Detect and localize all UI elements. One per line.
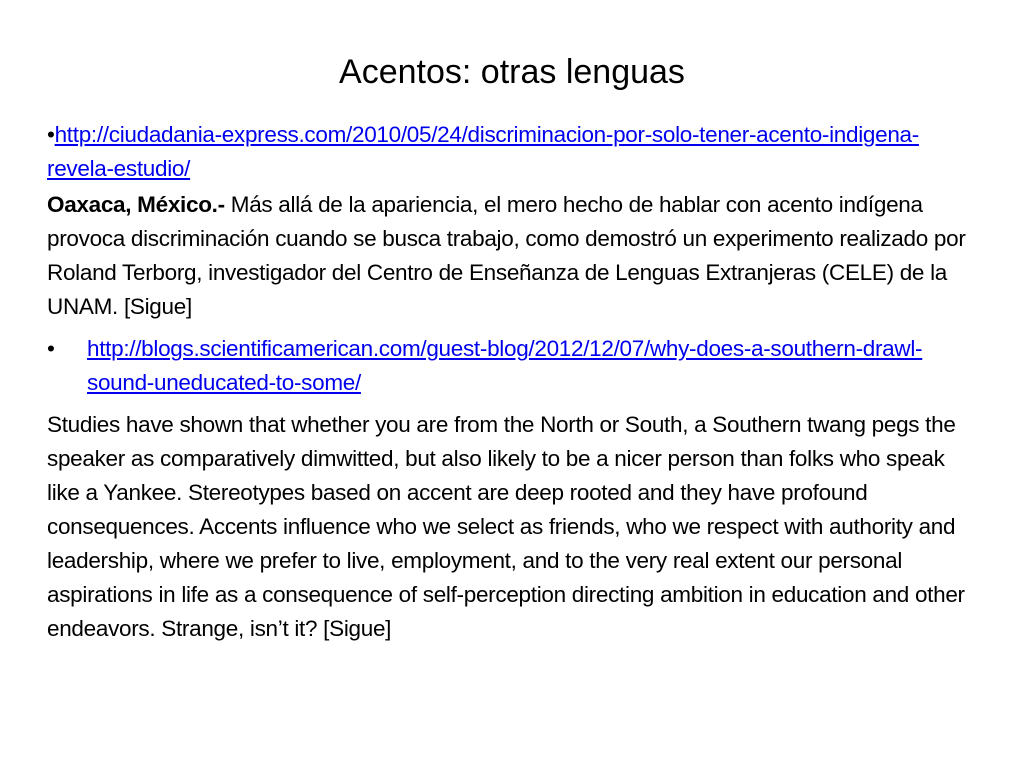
scientific-american-link[interactable]: http://blogs.scientificamerican.com/guest-blog/2012/12/07/why-does-a-southern-drawl-sound-uneducated-to-some/ (87, 336, 923, 395)
bullet-item-2 (47, 332, 982, 400)
bullet-item-1 (47, 118, 982, 186)
paragraph-oaxaca (47, 188, 982, 324)
bullet-dot: • (47, 122, 55, 147)
paragraph-lead: Oaxaca, México.- (47, 192, 225, 217)
slide-body (47, 118, 982, 648)
ciudadania-express-link[interactable]: http://ciudadania-express.com/2010/05/24/discriminacion-por-solo-tener-acento-indigena-revela-estudio/ (47, 122, 919, 181)
paragraph-text: Más allá de la apariencia, el mero hecho de hablar con acento indígena provoca discriminación cuando se busca trabajo, como demostró un experimento realizado por Roland Terborg, investigador del Centro de Enseñanza de Lenguas Extranjeras (CELE) de la UNAM. [Sigue] (47, 192, 966, 319)
bullet-dot: • (47, 336, 55, 361)
slide-title: Acentos: otras lenguas (339, 53, 685, 91)
paragraph-southern-accent: Studies have shown that whether you are from the North or South, a Southern twang pegs the speaker as comparatively dimwitted, but also likely to be a nicer person than folks who speak like a Yankee. Stereotypes based on accent are deep rooted and they have profound consequences. Accents influence who we select as friends, who we respect with authority and leadership, where we prefer to live, employment, and to the very real extent our personal aspirations in life as a consequence of self-perception directing ambition in education and other endeavors. Strange, isn’t it? [Sigue] (47, 412, 965, 641)
